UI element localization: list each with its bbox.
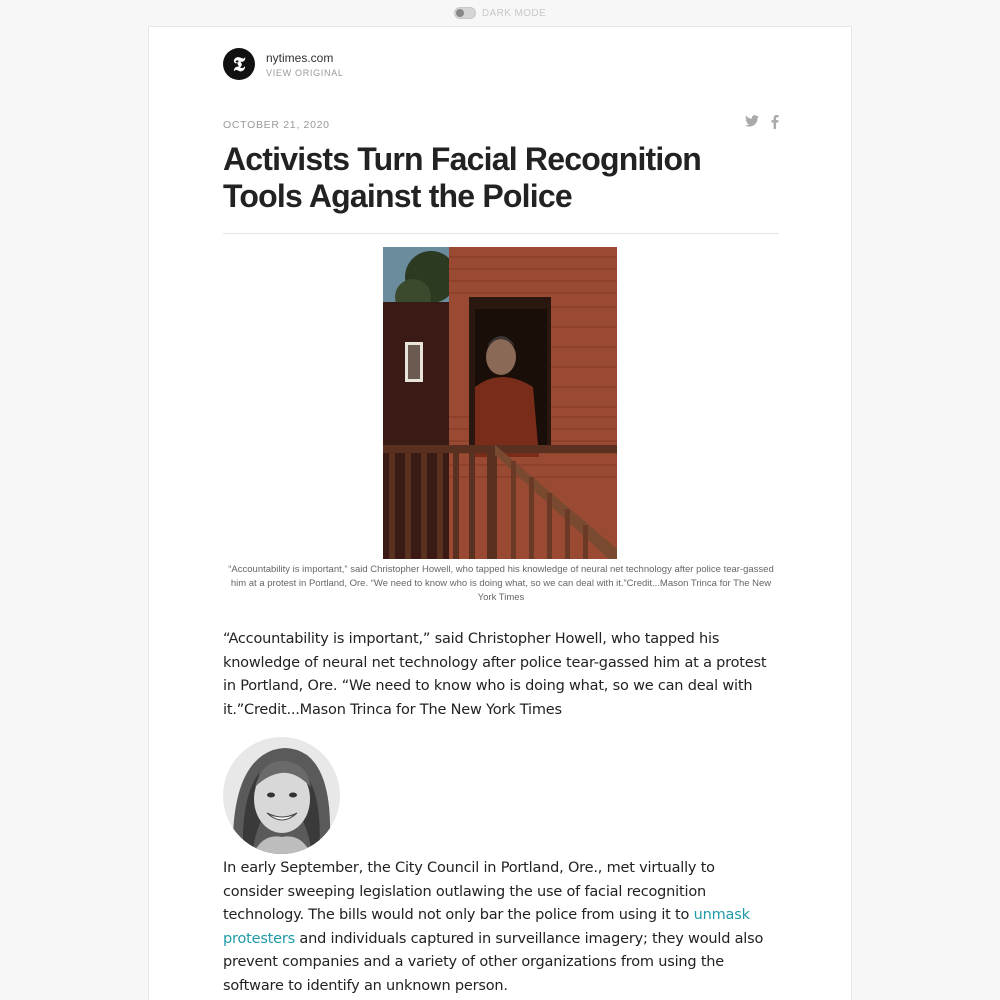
- article-title: Activists Turn Facial Recognition Tools Against the Police: [223, 141, 701, 214]
- view-original-link[interactable]: VIEW ORIGINAL: [266, 67, 344, 78]
- article-photo: [383, 247, 617, 559]
- dark-mode-toggle[interactable]: [454, 7, 476, 19]
- twitter-icon[interactable]: [745, 115, 759, 129]
- top-bar: [0, 0, 1000, 26]
- source-info: [266, 51, 344, 78]
- article-date: OCTOBER 21, 2020: [223, 119, 330, 131]
- paragraph-1: “Accountability is important,” said Christopher Howell, who tapped his knowledge of neural net technology after police tear-gassed him at a protest in Portland, Ore. “We need to know who is doing what, so we can deal with it.”Credit...Mason Trinca for The New York Times: [223, 631, 767, 718]
- toggle-knob: [456, 9, 464, 17]
- nyt-logo-icon[interactable]: 𝕿: [223, 48, 255, 80]
- article-card: [148, 26, 852, 1000]
- paragraph-2-text-b: and individuals captured in surveillance imagery; they would also prevent companies and a variety of other organizations from using the software to identify an unknown person.: [223, 930, 764, 994]
- facebook-icon[interactable]: [771, 115, 779, 129]
- dark-mode-label[interactable]: DARK MODE: [481, 7, 547, 19]
- share-buttons: [745, 115, 779, 129]
- unmask-protesters-link[interactable]: unmask protesters: [223, 907, 750, 947]
- paragraph-2: [223, 857, 779, 998]
- title-divider: [223, 233, 779, 234]
- photo-caption: “Accountability is important,” said Christopher Howell, who tapped his knowledge of neural net technology after police tear-gassed him at a protest in Portland, Ore. “We need to know who is doing what, so we can deal with it.”Credit...Mason Trinca for The New York Times: [228, 564, 774, 603]
- paragraph-2-text-a: In early September, the City Council in Portland, Ore., met virtually to consider sweeping legislation outlawing the use of facial recognition technology. The bills would not only bar the police from using it to: [223, 860, 715, 923]
- source-domain: nytimes.com: [266, 50, 334, 65]
- author-avatar: [223, 737, 340, 854]
- source-header: [223, 48, 344, 80]
